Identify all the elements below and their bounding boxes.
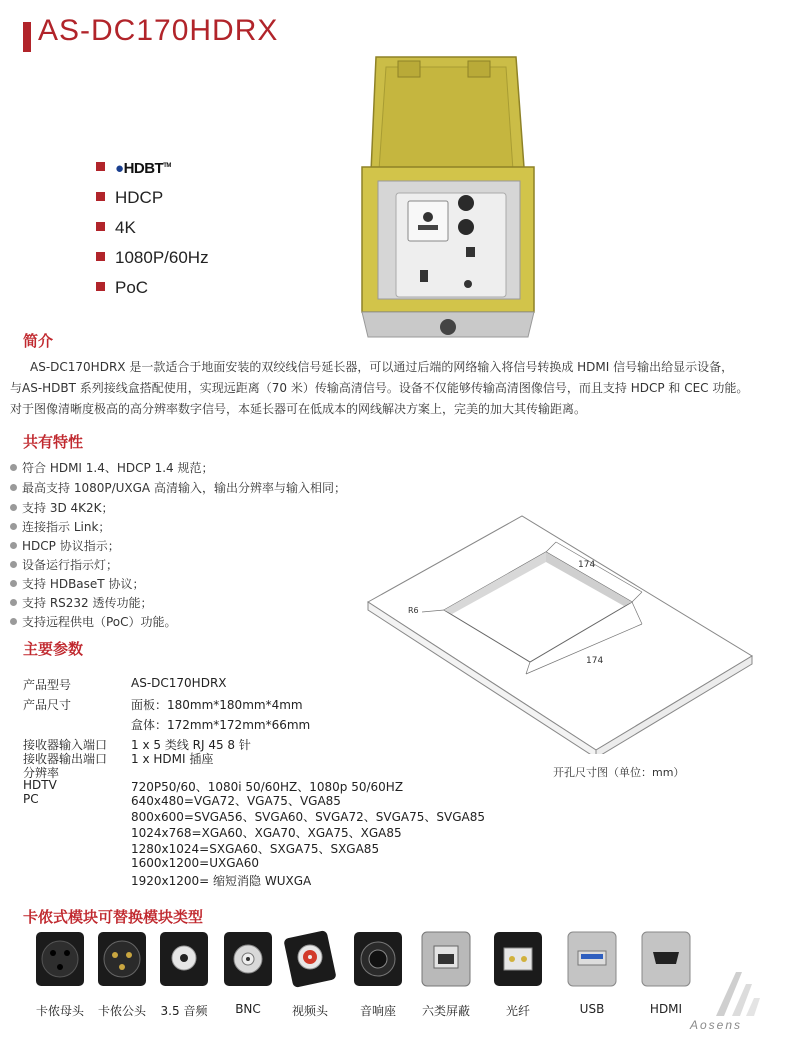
speakon-icon xyxy=(352,928,404,990)
module-label: 卡侬母头 xyxy=(35,1004,84,1018)
intro-line: 与AS-HDBT 系列接线盒搭配使用，实现远距离（70 米）传输高清信号。设备不仅能够传输高清图像信号，而且支持 HDCP 和 CEC 功能。 xyxy=(10,381,749,395)
bullet-dot-icon xyxy=(10,484,17,491)
cat6-shielded-icon xyxy=(420,928,472,990)
param-value: 640x480=VGA72、VGA75、VGA85 xyxy=(131,794,341,808)
module-label: BNC xyxy=(235,1002,261,1016)
bullet-dot-icon xyxy=(10,523,17,530)
param-value: 1600x1200=UXGA60 xyxy=(131,856,260,870)
brand-name: Aosens xyxy=(690,1018,743,1032)
modules-heading: 卡侬式模块可替换模块类型 xyxy=(23,908,204,926)
feature-bullet: 支持远程供电（PoC）功能。 xyxy=(10,613,177,630)
feature-bullet: 连接指示 Link； xyxy=(10,518,110,535)
feature-item-hdbt xyxy=(96,158,171,178)
module-label: 光纤 xyxy=(505,1004,530,1018)
param-label: PC xyxy=(23,792,39,806)
param-label: HDTV xyxy=(23,778,57,792)
module-label: 卡侬公头 xyxy=(97,1004,146,1018)
param-value: 1 x HDMI 插座 xyxy=(131,752,214,766)
dimension-top: 174 xyxy=(578,560,596,570)
common-features-heading: 共有特性 xyxy=(23,433,84,451)
param-value: 720P50/60、1080i 50/60HZ、1080p 50/60HZ xyxy=(131,780,404,794)
intro-line: AS-DC170HDRX 是一款适合于地面安装的双绞线信号延长器，可以通过后端的网络输入将信号转换成 HDMI 信号输出给显示设备， xyxy=(30,360,734,374)
bullet-dot-icon xyxy=(10,542,17,549)
rca-video-icon xyxy=(284,928,336,990)
feature-bullet: 支持 RS232 透传功能； xyxy=(10,594,153,611)
bullet-dot-icon xyxy=(10,504,17,511)
param-value: 800x600=SVGA56、SVGA60、SVGA72、SVGA75、SVGA85 xyxy=(131,810,485,824)
param-value: 盒体：172mm*172mm*66mm xyxy=(131,718,311,732)
bullet-square-icon xyxy=(96,252,105,261)
feature-item: HDCP xyxy=(96,188,163,208)
param-label: 产品型号 xyxy=(23,678,72,692)
param-label: 分辨率 xyxy=(23,766,60,780)
params-heading: 主要参数 xyxy=(23,640,84,658)
bullet-square-icon xyxy=(96,162,105,171)
drawing-caption: 开孔尺寸图（单位：mm） xyxy=(553,766,685,779)
audio-jack-icon xyxy=(158,928,210,990)
feature-bullet: 支持 3D 4K2K； xyxy=(10,499,114,516)
feature-bullet: 设备运行指示灯； xyxy=(10,556,118,573)
feature-item: 1080P/60Hz xyxy=(96,248,209,268)
module-label: 3.5 音频 xyxy=(160,1004,208,1018)
radius-label: R6 xyxy=(408,606,419,615)
module-label: 视频头 xyxy=(291,1004,328,1018)
bullet-square-icon xyxy=(96,192,105,201)
hdmi-connector-icon xyxy=(640,928,692,990)
bullet-dot-icon xyxy=(10,599,17,606)
dimension-bottom: 174 xyxy=(586,656,604,666)
bullet-square-icon xyxy=(96,222,105,231)
param-value: 1280x1024=SXGA60、SXGA75、SXGA85 xyxy=(131,842,380,856)
param-value: 面板：180mm*180mm*4mm xyxy=(131,698,303,712)
xlr-male-icon xyxy=(96,928,148,990)
feature-item: PoC xyxy=(96,278,148,298)
product-photo xyxy=(356,55,540,340)
feature-item: 4K xyxy=(96,218,136,238)
param-value: 1024x768=XGA60、XGA70、XGA75、XGA85 xyxy=(131,826,402,840)
bullet-square-icon xyxy=(96,282,105,291)
module-label: 音响座 xyxy=(359,1004,396,1018)
feature-bullet: HDCP 协议指示； xyxy=(10,537,120,554)
bullet-dot-icon xyxy=(10,464,17,471)
module-label: USB xyxy=(579,1002,605,1016)
feature-bullet: 支持 HDBaseT 协议； xyxy=(10,575,144,592)
feature-bullet: 最高支持 1080P/UXGA 高清输入，输出分辨率与输入相同； xyxy=(10,479,346,496)
bnc-connector-icon xyxy=(222,928,274,990)
xlr-female-icon xyxy=(34,928,86,990)
brand-logo-icon xyxy=(712,968,764,1018)
title-accent-bar xyxy=(23,22,31,52)
bullet-dot-icon xyxy=(10,618,17,625)
usb-connector-icon xyxy=(566,928,618,990)
module-label: 六类屏蔽 xyxy=(421,1004,470,1018)
param-value: 1 x 5 类线 RJ 45 8 针 xyxy=(131,738,251,752)
param-value: AS-DC170HDRX xyxy=(131,676,227,690)
hdbt-logo: ●HDBT™ xyxy=(115,160,171,177)
fiber-optic-icon xyxy=(492,928,544,990)
intro-line: 对于图像清晰度极高的高分辨率数字信号，本延长器可在低成本的网线解决方案上，完美的加大其传输距离。 xyxy=(10,402,587,416)
intro-heading: 简介 xyxy=(23,332,54,350)
module-label: HDMI xyxy=(649,1002,683,1016)
page-title: AS-DC170HDRX xyxy=(38,14,279,47)
param-label: 接收器输出端口 xyxy=(23,752,108,766)
feature-bullet: 符合 HDMI 1.4、HDCP 1.4 规范； xyxy=(10,459,213,476)
cutout-drawing xyxy=(360,514,760,754)
bullet-dot-icon xyxy=(10,580,17,587)
param-label: 接收器输入端口 xyxy=(23,738,108,752)
param-value: 1920x1200= 缩短消隐 WUXGA xyxy=(131,874,312,888)
param-label: 产品尺寸 xyxy=(23,698,72,712)
bullet-dot-icon xyxy=(10,561,17,568)
